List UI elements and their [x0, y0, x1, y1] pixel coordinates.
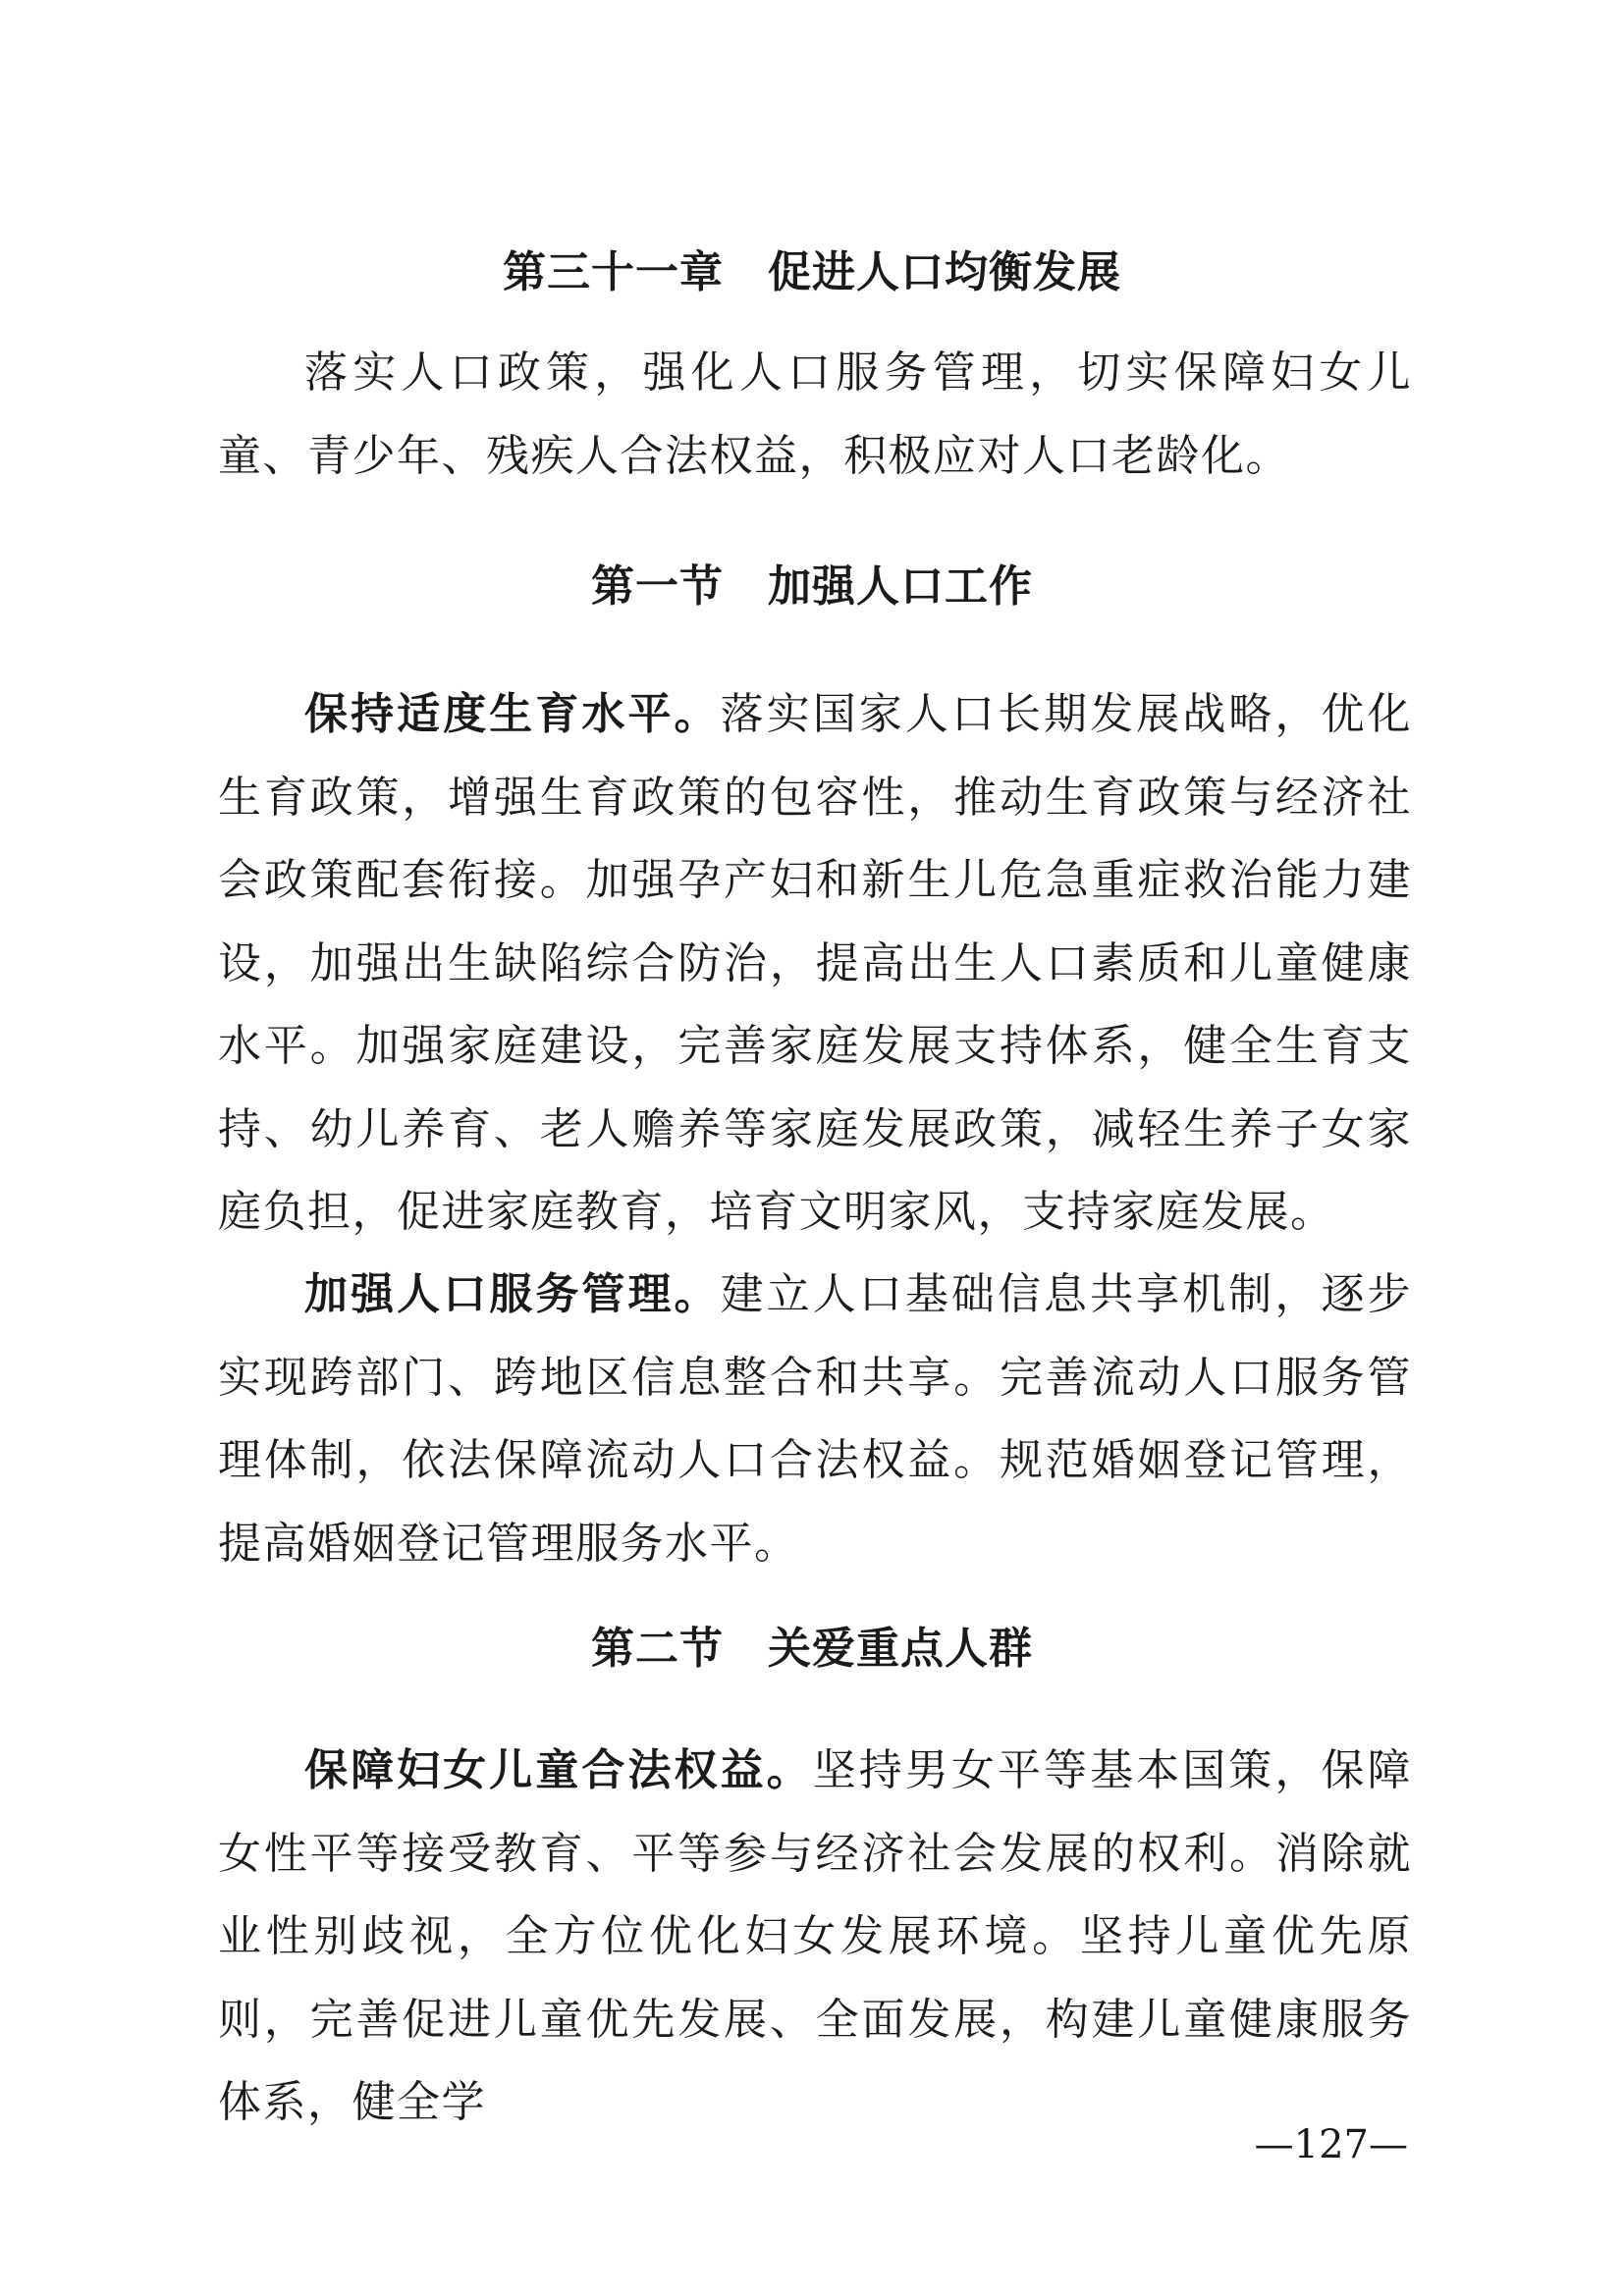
paragraph-women-children: [218, 1730, 1412, 2145]
paragraph-body: 落实国家人口长期发展战略，优化生育政策，增强生育政策的包容性，推动生育政策与经济社会政策配套衔接。加强孕产妇和新生儿危急重症救治能力建设，加强出生缺陷综合防治，提高出生人口素质和儿童健康水平。加强家庭建设，完善家庭发展支持体系，健全生育支持、幼儿养育、老人赡养等家庭发展政策，减轻生养子女家庭负担，促进家庭教育，培育文明家风，支持家庭发展。: [218, 689, 1413, 1237]
section-title-1: 第一节 加强人口工作: [591, 561, 1033, 612]
paragraph-fertility: [218, 673, 1412, 1255]
paragraph-lead: 保持适度生育水平。: [304, 689, 721, 739]
paragraph-population-management: [218, 1254, 1412, 1585]
paragraph-lead: 保障妇女儿童合法权益。: [304, 1745, 813, 1795]
section-title-2: 第二节 关爱重点人群: [591, 1624, 1033, 1674]
paragraph-lead: 加强人口服务管理。: [304, 1269, 721, 1319]
chapter-title: 第三十一章 促进人口均衡发展: [503, 247, 1121, 297]
paragraph-body: 坚持男女平等基本国策，保障女性平等接受教育、平等参与经济社会发展的权利。消除就业性别歧视，全方位优化妇女发展环境。坚持儿童优先原则，完善促进儿童优先发展、全面发展，构建儿童健康服务体系，健全学: [218, 1745, 1413, 2127]
chapter-intro-paragraph: 落实人口政策，强化人口服务管理，切实保障妇女儿童、青少年、残疾人合法权益，积极应对人口老龄化。: [218, 347, 1412, 481]
page-number: —127—: [1254, 2122, 1408, 2167]
paragraph-body: 建立人口基础信息共享机制，逐步实现跨部门、跨地区信息整合和共享。完善流动人口服务管理体制，依法保障流动人口合法权益。规范婚姻登记管理，提高婚姻登记管理服务水平。: [218, 1269, 1413, 1569]
